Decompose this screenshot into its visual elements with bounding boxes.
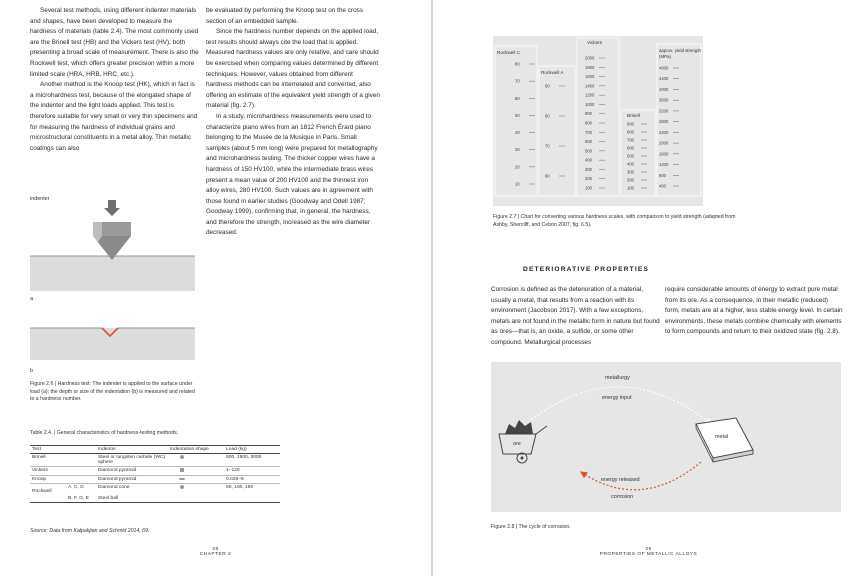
yield-strength-tick-label: 4800 <box>659 65 669 71</box>
yield-strength-tick-label: 4400 <box>659 76 669 82</box>
cell-test: Knoop <box>32 477 47 482</box>
rockwell-a-tick-label: 80 <box>545 113 550 119</box>
page-number <box>433 547 864 557</box>
col-label-rockwell-c: Rockwell C <box>497 50 520 55</box>
vickers-tick-label: 1800 <box>585 64 595 70</box>
rockwell-c-tick-label: 50 <box>515 112 520 118</box>
vickers-tick-label: 1000 <box>585 101 595 107</box>
paragraph: Another method is the Knoop test (HK), which in fact is a microhardness test, because of the elongated shape of the indenter and the light loads applied. This test is therefore suitable for very small or very thin specimens and for measuring the hardness of individual grains and microstructural constituents in a metal alloy. Thin metallic coatings can also <box>30 81 198 152</box>
rockwell-c-tick-label: 80 <box>515 61 520 67</box>
vickers-tick-label: 1200 <box>585 92 595 98</box>
rockwell-c-tick-label: 70 <box>515 78 520 84</box>
figure-2-7 <box>493 36 703 206</box>
rockwell-c-tick-label: 10 <box>515 181 520 187</box>
figure-2-6-caption: Figure 2.6 | Hardness test: The indenter is applied to the surface under load (a); the depth or size of the indentation (b) is measured and related to a hardness number. <box>30 381 195 403</box>
table-row <box>30 476 280 484</box>
energy-input-label: energy input <box>602 395 632 401</box>
right-page <box>433 0 864 576</box>
col-scale <box>66 446 96 454</box>
col-indenter: Indenter <box>98 447 116 452</box>
col-label-vickers: Vickers <box>587 40 602 45</box>
vickers-tick-label: 800 <box>585 120 592 126</box>
right-column-2 <box>665 285 843 338</box>
cell-test: Brinell <box>32 455 46 460</box>
brinell-tick-label: 200 <box>627 177 634 183</box>
vickers-tick-label: 1600 <box>585 74 595 80</box>
yield-strength-tick-label: 3200 <box>659 108 669 114</box>
energy-released-label: energy released <box>601 477 640 483</box>
section-heading: DETERIORATIVE PROPERTIES <box>523 266 650 273</box>
figure-2-7-caption: Figure 2.7 | Chart for converting various hardness scales, with comparison to yield strength (adapted from Ashby, Shercliff, and Cebon 2007, fig. 6.5). <box>493 214 736 228</box>
label-a: a <box>30 296 33 302</box>
cell-test <box>30 495 66 503</box>
table-caption: Table 2.4. | General characteristics of hardness-testing methods. <box>30 430 179 436</box>
corrosion-label: corrosion <box>611 494 634 500</box>
brinell-tick-label: 600 <box>627 145 634 151</box>
col-shape: Indentation shape <box>170 447 209 452</box>
col-label-yield: approx. yield strength (MPa) <box>659 48 701 59</box>
vickers-tick-label: 600 <box>585 139 592 145</box>
hardness-table <box>30 445 280 503</box>
vickers-tick-label: 300 <box>585 166 592 172</box>
page-number <box>0 547 431 557</box>
folio-label: CHAPTER 2 <box>199 552 232 557</box>
cell-shape <box>168 454 224 467</box>
diamond-shape-icon <box>179 478 185 481</box>
rockwell-c-tick-label: 30 <box>515 147 520 153</box>
brinell-tick-label: 700 <box>627 137 634 143</box>
indentation-illustration <box>30 322 195 362</box>
vickers-tick-label: 700 <box>585 129 592 135</box>
indenter-label: indenter <box>30 196 50 202</box>
ore-label: ore <box>513 441 521 447</box>
cell-shape <box>168 467 224 476</box>
rockwell-c-tick-label: 40 <box>515 130 520 136</box>
brinell-tick-label: 400 <box>627 161 634 167</box>
figure-2-8-caption: Figure 2.8 | The cycle of corrosion. <box>491 524 571 530</box>
vickers-tick-label: 900 <box>585 111 592 117</box>
folio-number: 28 <box>212 547 219 552</box>
table-row <box>30 495 280 503</box>
yield-strength-tick-label: 3600 <box>659 97 669 103</box>
cell-load <box>224 495 280 503</box>
cell-test: Rockwell <box>32 489 52 494</box>
cell-scale <box>66 454 96 467</box>
paragraph: In a study, microhardness measurements were used to characterize piano wires from an 1812 French Érard piano belonging to the Musée de la Musique in Paris. Small samples (about 5 mm long) were prepared for metallography and microhardness testing. The thicker copper wires have a hardness of 150 HV100, while the intermediate brass wires present a mean value of 200 HV100 and the thinnest iron alloy wires, 280 HV100. Such values are in agreement with those found in earlier studies (Goodway and Odell 1987; Goodway 1999), confirming that, in general, the hardness, and therefore the strength, increased as the wire diameter decreased. <box>206 112 378 237</box>
paragraph: Since the hardness number depends on the applied load, test results should always cite the load that is applied. Measured hardness values are only relative, and care should be exercised when comparing values determined by different techniques. However, values obtained from different hardness methods can be interrelated and converted, also offering an estimate of the equivalent yield strength of a given material (fig. 2.7). <box>206 28 380 110</box>
rockwell-c-tick-label: 60 <box>515 95 520 101</box>
cell-scale: A, C, D <box>68 485 84 490</box>
col-label-rockwell-a: Rockwell A <box>541 70 564 75</box>
metallurgy-label: metallurgy <box>605 375 630 381</box>
left-column-2 <box>206 6 381 239</box>
square-shape-icon <box>180 468 184 472</box>
dot-shape-icon <box>180 455 184 459</box>
scale-box <box>495 46 537 196</box>
folio-number: 29 <box>645 547 652 552</box>
cell-load: 0.025–5 <box>226 477 244 482</box>
yield-strength-tick-label: 2800 <box>659 119 669 125</box>
left-column-1 <box>30 6 200 154</box>
left-page <box>0 0 431 576</box>
cell-indenter: Diamond cone <box>98 485 130 490</box>
col-load: Load (kg) <box>226 447 247 452</box>
cell-shape <box>168 495 224 503</box>
table-row <box>30 467 280 476</box>
paragraph: Several test methods, using different indenter materials and shapes, have been developed to measure the hardness of materials (table 2.4). The most commonly used are the Brinell test (HB) and the Vickers test (HV), both presenting a broad scale of measurement. There is also the Rockwell test, which offers greater precision within a more limited scale (HRA, HRB, HRC, etc.). <box>30 7 199 78</box>
paragraph: Corrosion is defined as the deterioration of a material, usually a metal, that results from a reaction with its environment (Jacobson 2017). With a few exceptions, metals are not found in the metallic form in nature but found as ores—that is, an oxide, a sulfide, or some other compound. Metallurgical processes <box>491 286 660 346</box>
rockwell-a-tick-label: 70 <box>545 143 550 149</box>
cell-indenter: Diamond pyramid <box>98 477 137 482</box>
folio-label: PROPERTIES OF METALLIC ALLOYS <box>599 552 698 557</box>
yield-strength-tick-label: 400 <box>659 183 666 189</box>
brinell-tick-label: 900 <box>627 121 634 127</box>
figure-2-8 <box>491 362 841 512</box>
vickers-tick-label: 1400 <box>585 83 595 89</box>
dot-shape-icon <box>180 485 184 489</box>
yield-strength-tick-label: 4000 <box>659 86 669 92</box>
figure-2-6 <box>30 192 195 382</box>
right-column-1 <box>491 285 661 349</box>
vickers-tick-label: 400 <box>585 157 592 163</box>
table-source: Source: Data from Kalpakjian and Schmid 2014, 69. <box>30 528 150 534</box>
scale-box <box>577 38 619 196</box>
yield-strength-tick-label: 2000 <box>659 140 669 146</box>
brinell-tick-label: 500 <box>627 153 634 159</box>
paragraph: require considerable amounts of energy to extract pure metal from its ore. As a consequence, in their metallic (reduced) form, metals are at a higher, less stable energy level. In certain environments, these metals combine chemically with elements to form compounds and return to their oxidized state (fig. 2.8). <box>665 286 843 336</box>
brinell-tick-label: 800 <box>627 129 634 135</box>
cell-shape <box>168 476 224 484</box>
table-row <box>30 484 280 496</box>
indenter-illustration <box>30 192 195 302</box>
cell-load: 60, 100, 150 <box>226 485 254 490</box>
vickers-tick-label: 500 <box>585 148 592 154</box>
cell-indenter: Steel or tungsten carbide (WC) sphere <box>98 455 166 465</box>
col-test: Test <box>32 447 41 452</box>
brinell-tick-label: 100 <box>627 185 634 191</box>
table-row <box>30 454 280 467</box>
rockwell-a-tick-label: 60 <box>545 173 550 179</box>
yield-strength-tick-label: 1600 <box>659 151 669 157</box>
cell-scale <box>66 467 96 476</box>
cell-scale <box>66 476 96 484</box>
corrosion-cycle-diagram <box>491 362 841 512</box>
rockwell-a-tick-label: 90 <box>545 83 550 89</box>
cell-scale: B, F, G, E <box>68 496 89 501</box>
vickers-tick-label: 2000 <box>585 55 595 61</box>
label-b: b <box>30 368 33 374</box>
yield-strength-tick-label: 2400 <box>659 129 669 135</box>
hardness-conversion-chart <box>493 36 703 206</box>
cell-shape <box>168 484 224 496</box>
cell-indenter: Diamond pyramid <box>98 468 137 473</box>
metal-label: metal <box>715 434 729 440</box>
cell-load: 500, 1500, 3000 <box>226 455 262 460</box>
vickers-tick-label: 100 <box>585 185 592 191</box>
vickers-tick-label: 200 <box>585 176 592 182</box>
cell-test: Vickers <box>32 468 48 473</box>
yield-strength-tick-label: 800 <box>659 172 666 178</box>
cell-indenter: Steel ball <box>98 496 119 501</box>
brinell-tick-label: 300 <box>627 169 634 175</box>
table-header-row <box>30 446 280 454</box>
paragraph: be evaluated by performing the Knoop test on the cross section of an embedded sample. <box>206 7 364 25</box>
cell-load: 1–120 <box>226 468 240 473</box>
rockwell-c-tick-label: 20 <box>515 164 520 170</box>
yield-strength-tick-label: 1200 <box>659 162 669 168</box>
col-label-brinell: Brinell <box>627 113 640 118</box>
